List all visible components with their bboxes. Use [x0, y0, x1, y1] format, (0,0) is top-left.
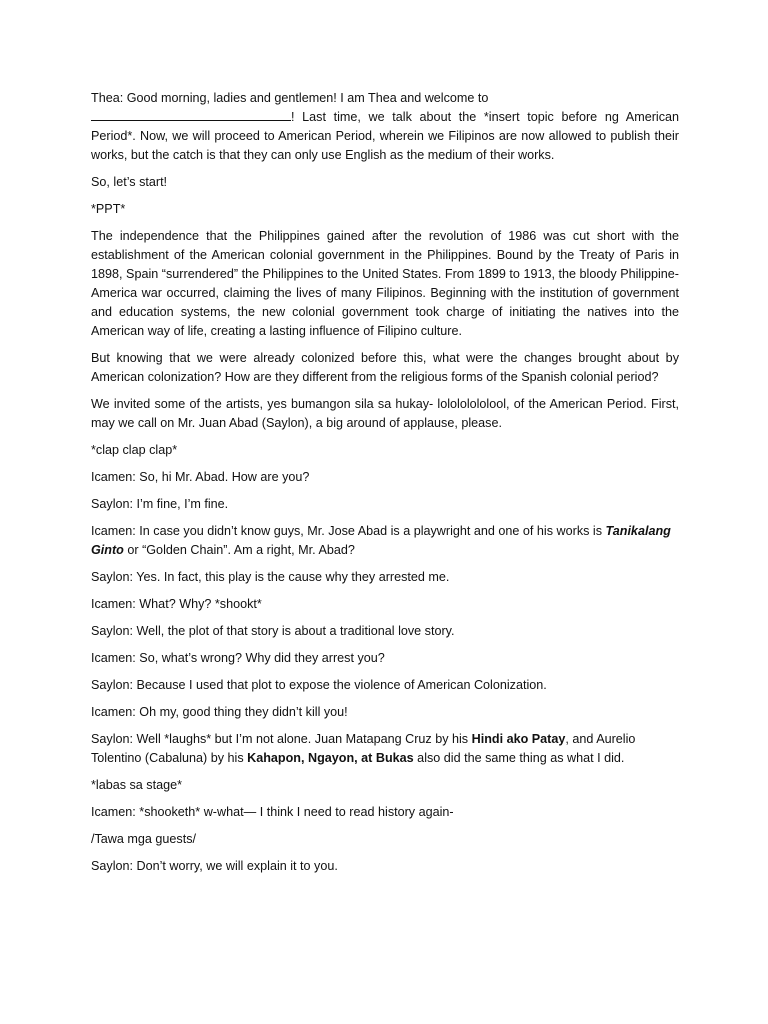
saylon-notalone-after: also did the same thing as what I did.: [413, 751, 625, 765]
saylon-notalone-before: Saylon: Well *laughs* but I’m not alone. Juan Matapang Cruz by his: [91, 732, 472, 746]
icamen-case-after: or “Golden Chain”. Am a right, Mr. Abad?: [123, 543, 355, 557]
independence-paragraph: The independence that the Philippines gained after the revolution of 1986 was cut short with the establishment of the American colonial government in the Philippines. Bound by the Treaty of Paris in 1898, Spain “surrendered” the Philippines to the United States. From 1899 to 1913, the bloody Philippine-America war occurred, claiming the lives of many Filipinos. Beginning with the institution of government and education systems, the new colonial government took charge of initiating the natives into the American way of life, creating a lasting influence of Filipino culture.: [91, 229, 679, 338]
icamen-case-before: Icamen: In case you didn’t know guys, Mr. Jose Abad is a playwright and one of his works is: [91, 524, 606, 538]
icamen-case-line: [91, 522, 679, 560]
saylon-yes-line: Saylon: Yes. In fact, this play is the cause why they arrested me.: [91, 570, 450, 584]
work-title-hindi-ako-patay: Hindi ako Patay: [471, 732, 566, 746]
saylon-fine-line: Saylon: I’m fine, I’m fine.: [91, 497, 229, 511]
saylon-because-line: Saylon: Because I used that plot to expose the violence of American Colonization.: [91, 678, 547, 692]
work-title-kahapon-ngayon-at-bukas: Kahapon, Ngayon, at Bukas: [247, 751, 414, 765]
intro-paragraph: [91, 89, 679, 165]
document-page: [91, 89, 679, 884]
icamen-wrong-line: Icamen: So, what’s wrong? Why did they arrest you?: [91, 651, 385, 665]
tawa-cue: /Tawa mga guests/: [91, 832, 196, 846]
intro-line-2: ! Last time, we talk about the *insert topic before ng American Period*. Now, we will proceed to American Period, wherein we Filipinos are now allowed to publish their works, but the catch is that they can only use English as the medium of their works.: [91, 110, 679, 162]
icamen-shooketh-line: Icamen: *shooketh* w-what— I think I need to read history again-: [91, 805, 454, 819]
changes-paragraph: But knowing that we were already colonized before this, what were the changes brought about by American colonization? How are they different from the religious forms of the Spanish colonial period?: [91, 351, 679, 384]
invite-paragraph: We invited some of the artists, yes bumangon sila sa hukay- lolololololool, of the American Period. First, may we call on Mr. Juan Abad (Saylon), a big around of applause, please.: [91, 397, 679, 430]
work-title-tanikalang-ginto: Tanikalang Ginto: [91, 524, 671, 557]
clap-cue: *clap clap clap*: [91, 443, 178, 457]
icamen-ohmy-line: Icamen: Oh my, good thing they didn’t kill you!: [91, 705, 348, 719]
saylon-notalone-middle: , and Aurelio Tolentino (Cabaluna) by his: [91, 732, 636, 765]
saylon-notalone-line: [91, 730, 679, 768]
labas-cue: *labas sa stage*: [91, 778, 183, 792]
fill-in-blank: [91, 108, 291, 121]
ppt-cue: *PPT*: [91, 202, 126, 216]
intro-line-1: Thea: Good morning, ladies and gentlemen! I am Thea and welcome to: [91, 91, 489, 105]
icamen-what-line: Icamen: What? Why? *shookt*: [91, 597, 262, 611]
icamen-hi-line: Icamen: So, hi Mr. Abad. How are you?: [91, 470, 310, 484]
start-line: So, let’s start!: [91, 175, 168, 189]
saylon-plot-line: Saylon: Well, the plot of that story is about a traditional love story.: [91, 624, 455, 638]
saylon-worry-line: Saylon: Don’t worry, we will explain it to you.: [91, 859, 338, 873]
